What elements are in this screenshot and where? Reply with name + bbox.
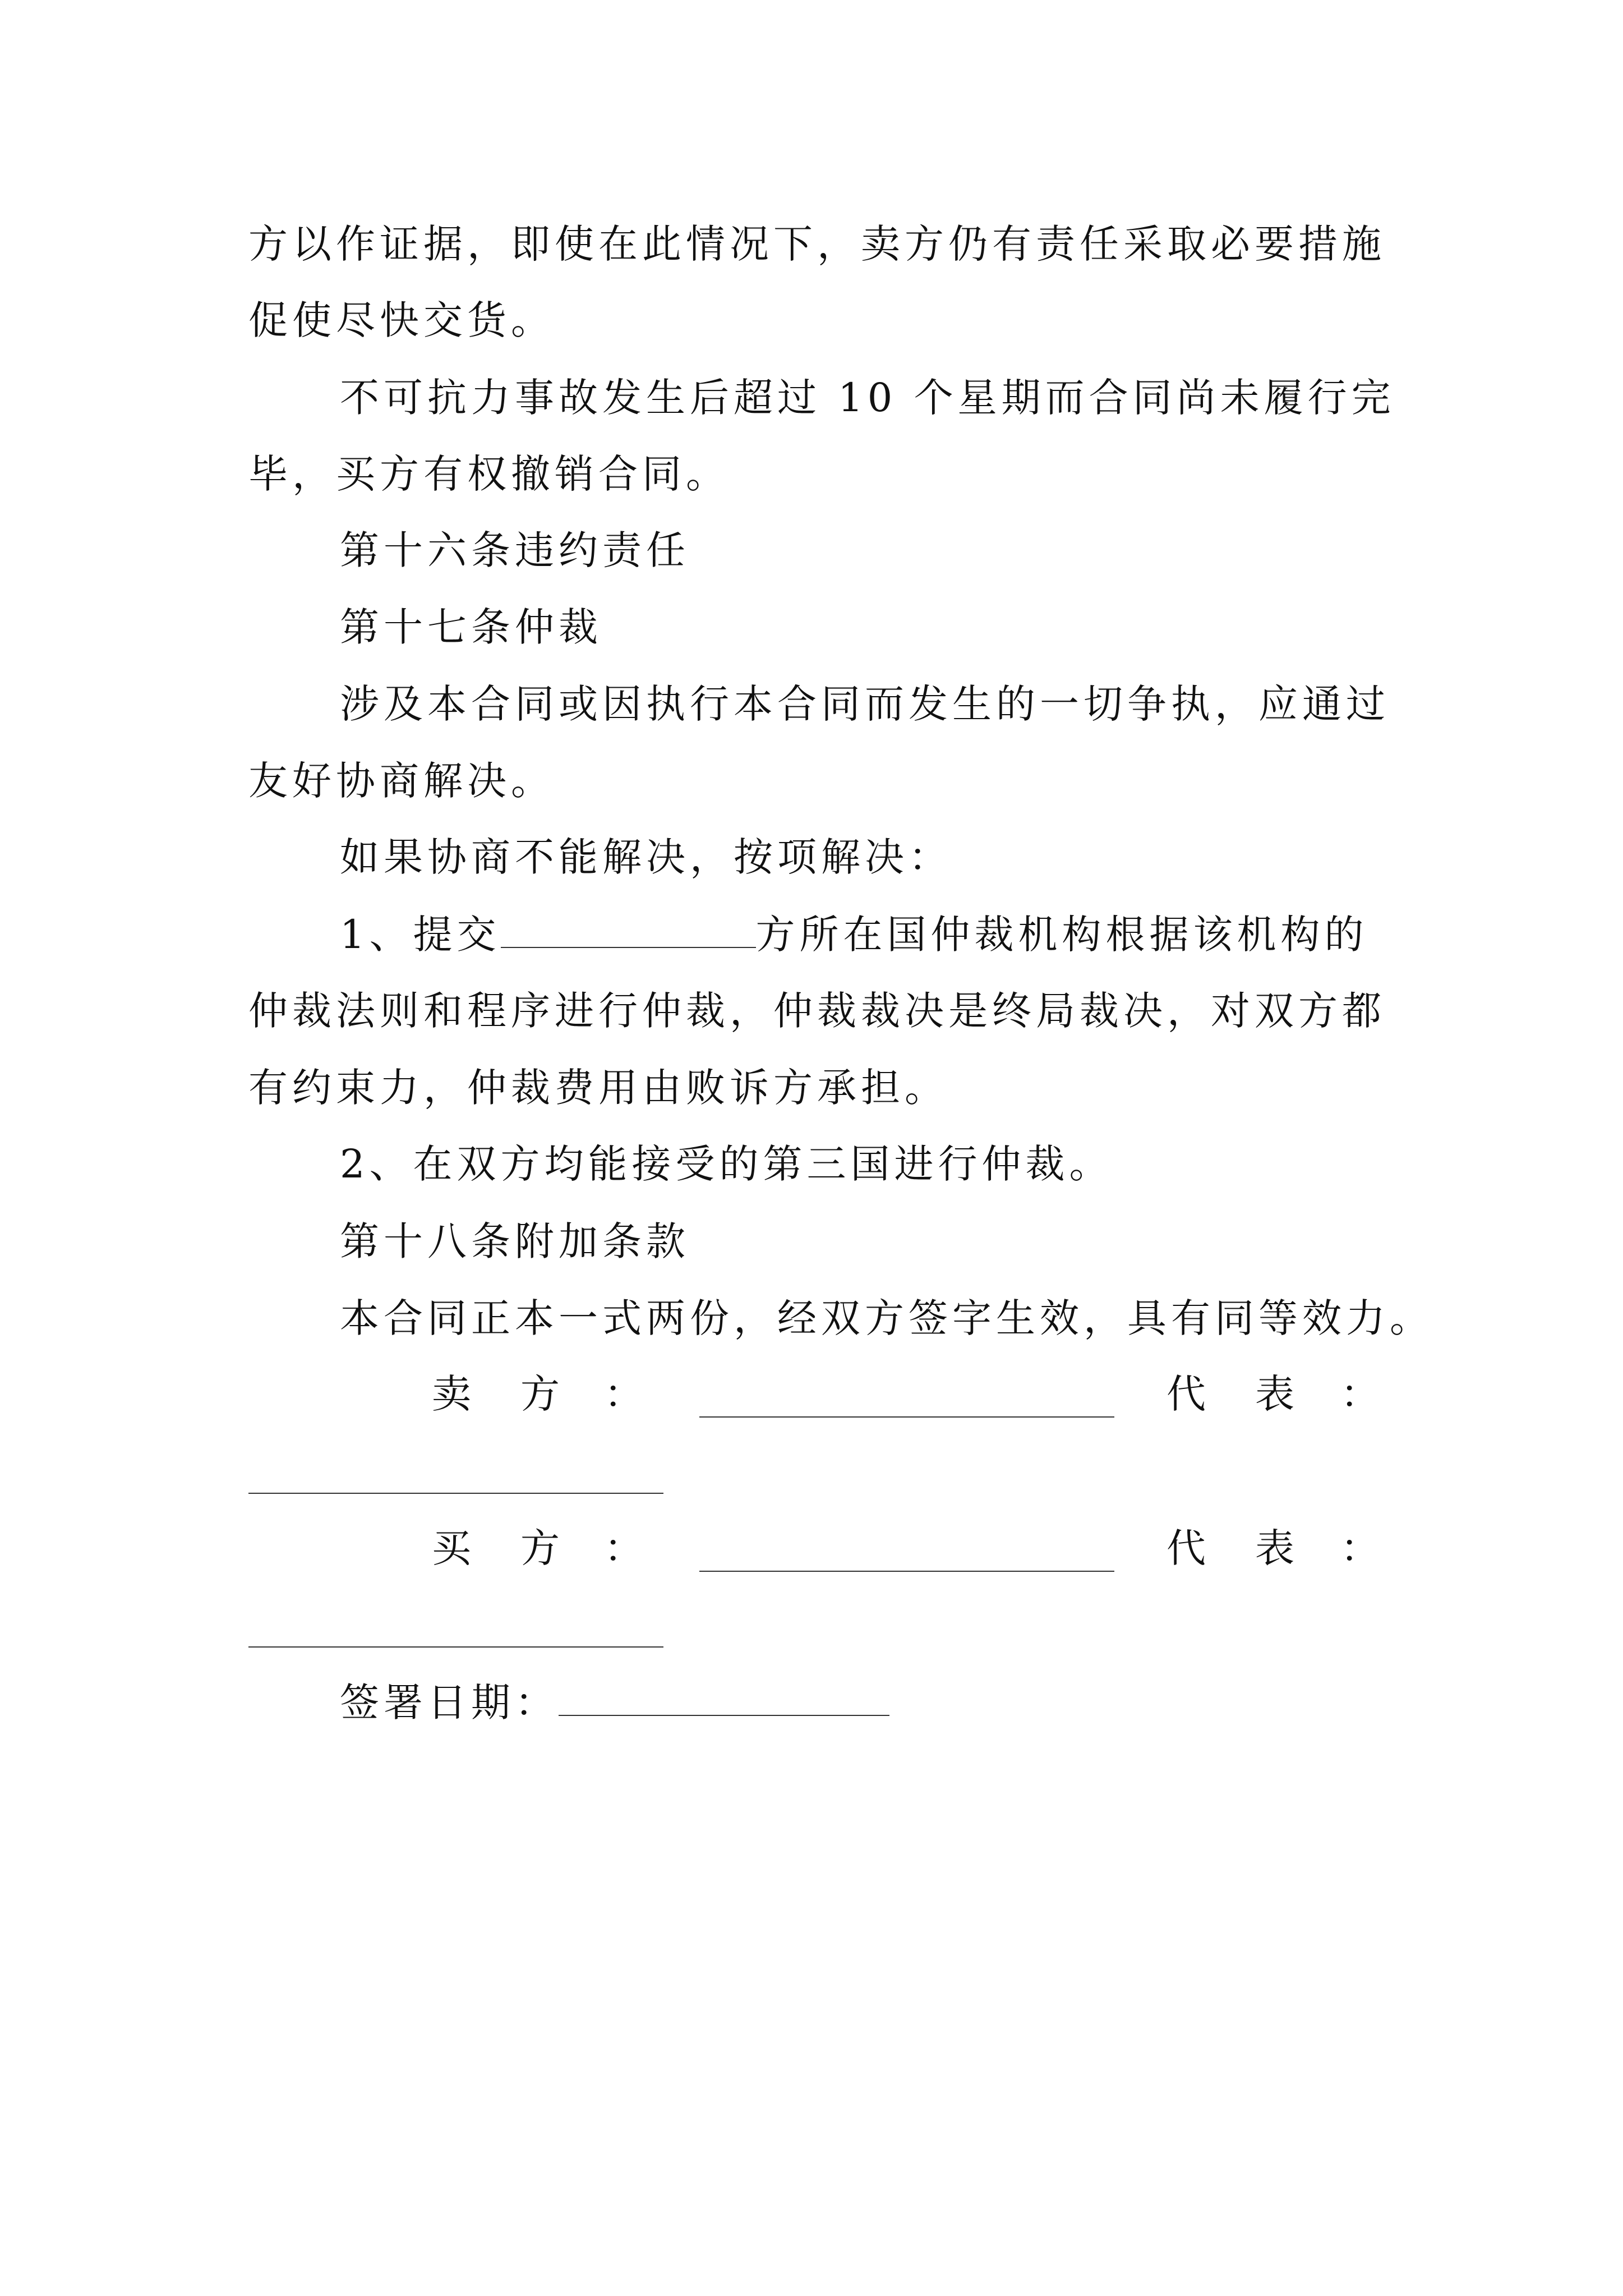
seller-label-char: 方 bbox=[520, 1371, 560, 1417]
article-heading: 第十六条违约责任 bbox=[340, 527, 690, 573]
buyer-rep-colon: ： bbox=[1340, 1525, 1380, 1571]
signing-date-row bbox=[340, 1674, 1478, 1731]
signing-date-blank[interactable] bbox=[559, 1681, 889, 1716]
buyer-colon: ： bbox=[604, 1525, 643, 1571]
paragraph-line: 促使尽快交货。 bbox=[248, 297, 555, 343]
item-prefix: 1、提交 bbox=[340, 912, 501, 958]
paragraph-line: 有约束力，仲裁费用由败诉方承担。 bbox=[248, 1065, 948, 1111]
paragraph-line: 本合同正本一式两份，经双方签字生效，具有同等效力。 bbox=[340, 1295, 1433, 1341]
article-heading: 第十七条仲裁 bbox=[340, 604, 602, 650]
seller-rep-char: 表 bbox=[1255, 1371, 1294, 1417]
paragraph-line: 友好协商解决。 bbox=[248, 758, 555, 804]
paragraph-line: 涉及本合同或因执行本合同而发生的一切争执，应通过 bbox=[340, 681, 1390, 727]
seller-label-char: 卖 bbox=[432, 1371, 471, 1417]
seller-rep-colon: ： bbox=[1340, 1371, 1380, 1417]
seller-name-blank[interactable] bbox=[699, 1416, 1114, 1418]
paragraph-line: 仲裁法则和程序进行仲裁，仲裁裁决是终局裁决，对双方都 bbox=[248, 988, 1386, 1034]
arbitration-item-1 bbox=[340, 907, 1478, 963]
article-heading: 第十八条附加条款 bbox=[340, 1218, 690, 1264]
buyer-rep-char: 代 bbox=[1166, 1525, 1206, 1571]
buyer-rep-blank[interactable] bbox=[248, 1646, 663, 1648]
paragraph-line: 不可抗力事故发生后超过 10 个星期而合同尚未履行完 bbox=[340, 375, 1395, 421]
buyer-name-blank[interactable] bbox=[699, 1571, 1114, 1572]
paragraph-line: 如果协商不能解决，按项解决： bbox=[340, 834, 952, 880]
country-blank-field[interactable] bbox=[501, 913, 756, 948]
signing-date-label: 签署日期： bbox=[340, 1680, 559, 1726]
buyer-label-char: 买 bbox=[432, 1525, 471, 1571]
buyer-rep-char: 表 bbox=[1255, 1525, 1294, 1571]
seller-rep-char: 代 bbox=[1166, 1371, 1206, 1417]
seller-rep-blank[interactable] bbox=[248, 1493, 663, 1494]
seller-colon: ： bbox=[604, 1371, 643, 1417]
paragraph-line: 毕，买方有权撤销合同。 bbox=[248, 451, 730, 497]
item-suffix: 方所在国仲裁机构根据该机构的 bbox=[755, 912, 1368, 958]
arbitration-item-2: 2、在双方均能接受的第三国进行仲裁。 bbox=[340, 1141, 1113, 1187]
buyer-label-char: 方 bbox=[520, 1525, 560, 1571]
paragraph-line: 方以作证据，即使在此情况下，卖方仍有责任采取必要措施 bbox=[248, 221, 1386, 267]
